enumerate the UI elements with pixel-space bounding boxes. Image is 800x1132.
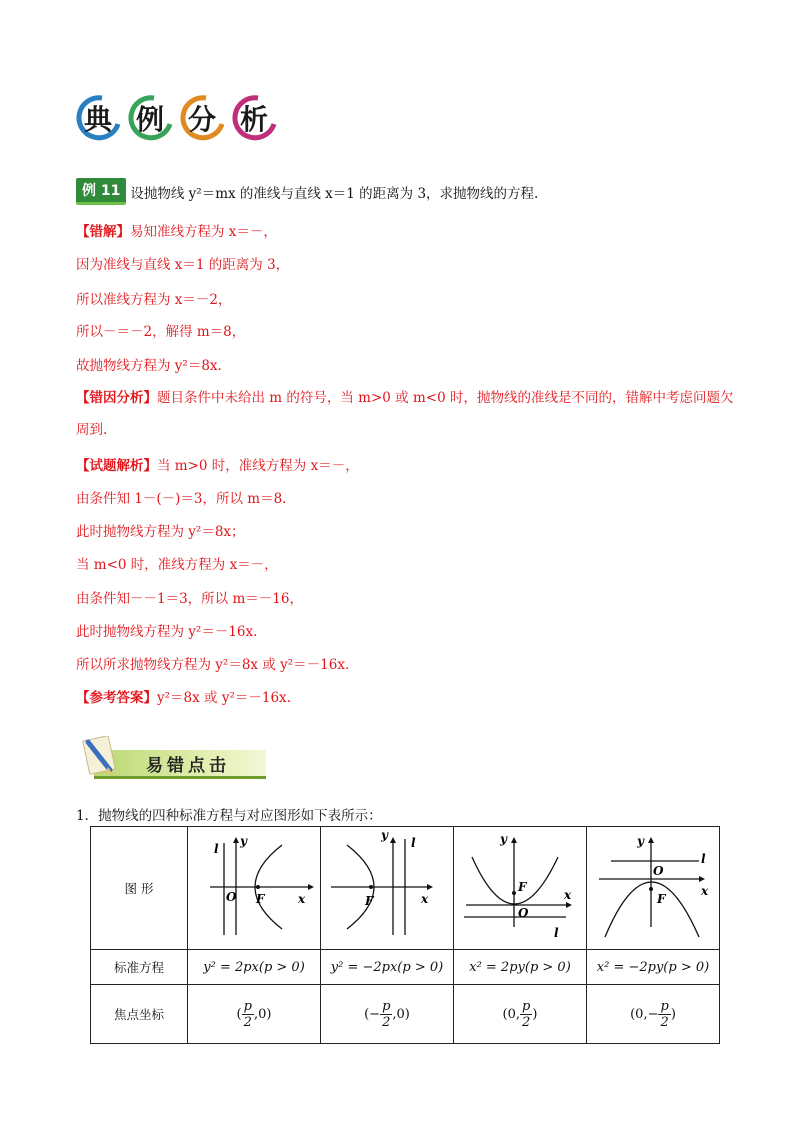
item-1: 1．抛物线的四种标准方程与对应图形如下表所示： bbox=[76, 808, 382, 824]
wrong-solution-line-4: 所以－＝－2，解得 m＝8， bbox=[76, 324, 246, 340]
wrong-solution-tag: 【错解】 bbox=[76, 224, 130, 240]
solution-line-2: 由条件知 1－(－)＝3，所以 m＝8. bbox=[76, 491, 287, 507]
numerator: p bbox=[382, 998, 391, 1014]
x-label: x bbox=[701, 884, 709, 898]
y-label: y bbox=[500, 832, 507, 846]
answer-text: y²＝8x 或 y²＝－16x. bbox=[157, 690, 291, 706]
table-row bbox=[91, 985, 720, 1044]
equation-cell: x² = 2py(p > 0) bbox=[454, 950, 587, 985]
solution-line-1 bbox=[76, 456, 359, 476]
figure-left bbox=[321, 827, 454, 950]
focus-label: F bbox=[256, 892, 265, 906]
directrix-label: l bbox=[214, 842, 219, 856]
figure-right bbox=[188, 827, 321, 950]
focus-prefix: (0, bbox=[502, 1006, 521, 1022]
x-label: x bbox=[564, 888, 572, 902]
title-char-2: 例 bbox=[126, 94, 174, 142]
pencil-icon bbox=[76, 736, 124, 780]
denominator: 2 bbox=[522, 1014, 531, 1030]
x-label: x bbox=[421, 892, 429, 906]
focus-label: F bbox=[657, 892, 666, 906]
focus-point bbox=[256, 885, 260, 889]
answer-tag: 【参考答案】 bbox=[76, 690, 157, 706]
x-arrow-icon bbox=[427, 884, 433, 890]
solution-line-5: 由条件知－－1＝3，所以 m＝－16， bbox=[76, 591, 303, 607]
solution-line-7: 所以所求抛物线方程为 y²＝8x 或 y²＝－16x. bbox=[76, 657, 350, 673]
focus-label: F bbox=[518, 880, 527, 894]
denominator: 2 bbox=[243, 1014, 252, 1030]
row-label-figure: 图 形 bbox=[91, 827, 188, 950]
wrong-solution-line-5: 故抛物线方程为 y²＝8x. bbox=[76, 358, 222, 374]
error-prone-banner bbox=[76, 736, 266, 780]
focus-cell bbox=[454, 985, 587, 1044]
y-arrow-icon bbox=[648, 837, 654, 843]
equation-cell: y² = −2px(p > 0) bbox=[321, 950, 454, 985]
example-badge: 例 11 bbox=[76, 178, 126, 205]
y-arrow-icon bbox=[390, 837, 396, 843]
numerator: p bbox=[522, 998, 531, 1014]
y-arrow-icon bbox=[233, 837, 239, 843]
focus-suffix: ) bbox=[670, 1006, 676, 1022]
focus-point bbox=[649, 887, 653, 891]
error-analysis-tag: 【错因分析】 bbox=[76, 390, 157, 406]
x-arrow-icon bbox=[566, 902, 572, 908]
focus-cell bbox=[587, 985, 720, 1044]
focus-prefix: (0,− bbox=[630, 1006, 659, 1022]
fraction bbox=[658, 999, 670, 1030]
directrix-label: l bbox=[411, 836, 416, 850]
example-text: 设抛物线 y²＝mx 的准线与直线 x＝1 的距离为 3，求抛物线的方程. bbox=[130, 185, 539, 202]
row-label-equation: 标准方程 bbox=[91, 950, 188, 985]
denominator: 2 bbox=[382, 1014, 391, 1030]
table-row bbox=[91, 827, 720, 950]
error-analysis-text: 题目条件中未给出 m 的符号，当 m>0 或 m<0 时，抛物线的准线是不同的，错解中考虑问题欠周到. bbox=[76, 390, 734, 438]
fraction bbox=[520, 999, 532, 1030]
fraction bbox=[242, 999, 254, 1030]
table-row bbox=[91, 950, 720, 985]
wrong-solution-text: 易知准线方程为 x＝－， bbox=[130, 224, 277, 240]
parabola-table bbox=[90, 826, 720, 1044]
equation-cell: x² = −2py(p > 0) bbox=[587, 950, 720, 985]
origin-label: O bbox=[226, 890, 237, 904]
banner-title: 易错点击 bbox=[146, 756, 230, 776]
section-title bbox=[74, 94, 278, 146]
solution-line-6: 此时抛物线方程为 y²＝－16x. bbox=[76, 624, 258, 640]
fraction bbox=[380, 999, 392, 1030]
focus-suffix: ) bbox=[532, 1006, 538, 1022]
wrong-solution-line-1 bbox=[76, 222, 277, 242]
focus-cell bbox=[321, 985, 454, 1044]
equation-cell: y² = 2px(p > 0) bbox=[188, 950, 321, 985]
parabola-curve bbox=[472, 857, 558, 904]
numerator: p bbox=[660, 998, 669, 1014]
title-char-3: 分 bbox=[178, 94, 226, 142]
example-statement bbox=[76, 178, 538, 205]
solution-line-4: 当 m<0 时，准线方程为 x＝－， bbox=[76, 557, 278, 573]
y-label: y bbox=[240, 834, 247, 848]
x-label: x bbox=[298, 892, 306, 906]
focus-suffix: ,0) bbox=[253, 1006, 272, 1022]
origin-label: O bbox=[518, 906, 529, 920]
origin-label: O bbox=[653, 864, 664, 878]
denominator: 2 bbox=[660, 1014, 669, 1030]
figure-up bbox=[454, 827, 587, 950]
wrong-solution-line-3: 所以准线方程为 x＝－2， bbox=[76, 292, 232, 308]
x-arrow-icon bbox=[308, 884, 314, 890]
directrix-label: l bbox=[554, 926, 559, 940]
focus-suffix: ,0) bbox=[392, 1006, 410, 1022]
y-label: y bbox=[637, 834, 644, 848]
title-char-4: 析 bbox=[230, 94, 278, 142]
figure-down bbox=[587, 827, 720, 950]
y-label: y bbox=[381, 828, 388, 842]
numerator: p bbox=[243, 998, 252, 1014]
focus-label: F bbox=[365, 894, 374, 908]
x-arrow-icon bbox=[699, 876, 705, 882]
row-label-focus: 焦点坐标 bbox=[91, 985, 188, 1044]
focus-point bbox=[369, 885, 373, 889]
directrix-label: l bbox=[701, 852, 706, 866]
y-arrow-icon bbox=[511, 837, 517, 843]
solution-tag: 【试题解析】 bbox=[76, 458, 157, 474]
focus-prefix: ( bbox=[236, 1006, 242, 1022]
error-analysis bbox=[76, 382, 746, 446]
focus-point bbox=[512, 891, 516, 895]
reference-answer bbox=[76, 688, 291, 708]
wrong-solution-line-2: 因为准线与直线 x＝1 的距离为 3， bbox=[76, 257, 290, 273]
solution-line-3: 此时抛物线方程为 y²＝8x； bbox=[76, 524, 245, 540]
focus-cell bbox=[188, 985, 321, 1044]
title-char-1: 典 bbox=[74, 94, 122, 142]
focus-prefix: (− bbox=[364, 1006, 381, 1022]
solution-text: 当 m>0 时，准线方程为 x＝－， bbox=[157, 458, 359, 474]
